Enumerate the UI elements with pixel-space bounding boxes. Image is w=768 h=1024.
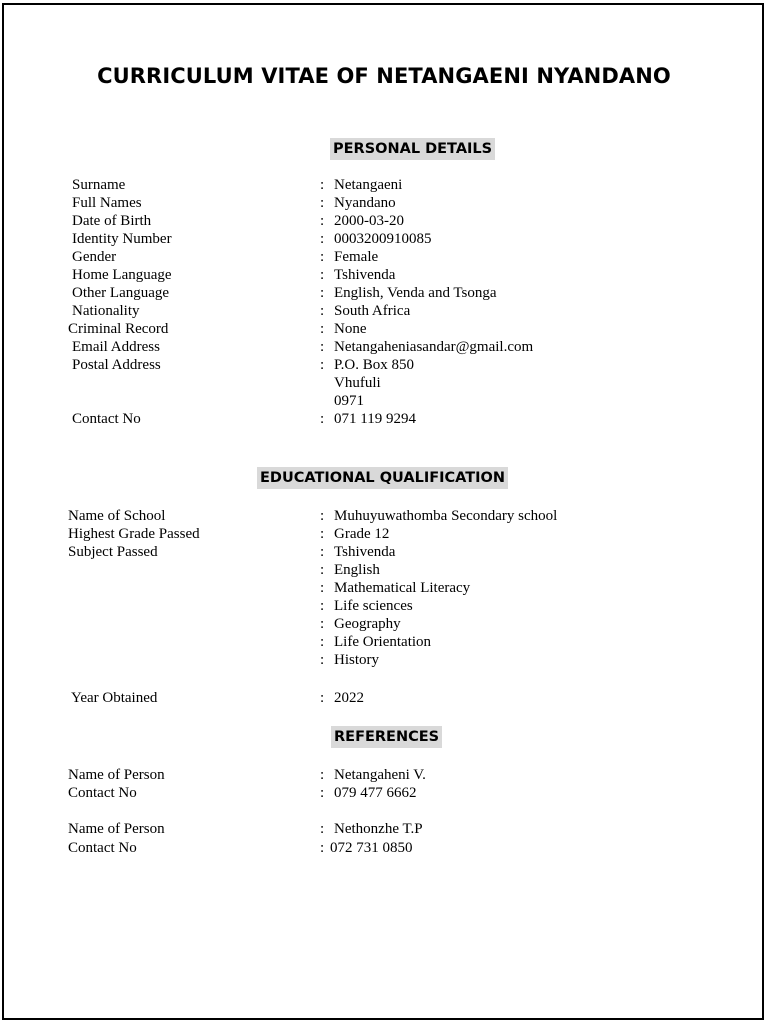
row-colon: :	[320, 195, 325, 211]
row-value: 2022	[334, 690, 364, 706]
row-label: Year Obtained	[71, 690, 158, 706]
row-label: Surname	[72, 177, 126, 193]
row-value: 2000-03-20	[334, 213, 404, 229]
row-value: Female	[334, 249, 379, 265]
row-value: Life sciences	[334, 598, 413, 614]
row-value: 0971	[334, 393, 364, 409]
row-colon: :	[320, 321, 325, 337]
row-value: P.O. Box 850	[334, 357, 415, 373]
row-value: 072 731 0850	[330, 840, 413, 856]
row-value: 0003200910085	[334, 231, 432, 247]
row-label: Nationality	[72, 303, 140, 319]
row-label: Name of Person	[68, 821, 165, 837]
row-colon: :	[320, 598, 325, 614]
row-value: 071 119 9294	[334, 411, 416, 427]
row-label: Name of School	[68, 508, 166, 524]
row-label: Subject Passed	[68, 544, 158, 560]
row-value: Netangaheniasandar@gmail.com	[334, 339, 534, 355]
row-colon: :	[320, 616, 325, 632]
row-colon: :	[320, 544, 325, 560]
row-label: Highest Grade Passed	[68, 526, 200, 542]
row-colon: :	[320, 785, 325, 801]
row-value: South Africa	[334, 303, 411, 319]
row-value: Nethonzhe T.P	[334, 821, 423, 837]
row-value: Geography	[334, 616, 401, 632]
row-label: Gender	[72, 249, 117, 265]
row-value: Grade 12	[334, 526, 390, 542]
row-colon: :	[320, 285, 325, 301]
row-colon: :	[320, 690, 325, 706]
row-colon: :	[320, 357, 325, 373]
row-colon: :	[320, 840, 325, 856]
row-label: Contact No	[68, 785, 137, 801]
row-label: Home Language	[72, 267, 172, 283]
row-colon: :	[320, 767, 325, 783]
row-colon: :	[320, 821, 325, 837]
row-colon: :	[320, 634, 325, 650]
row-value: Mathematical Literacy	[334, 580, 471, 596]
row-label: Other Language	[72, 285, 170, 301]
row-colon: :	[320, 411, 325, 427]
row-value: Life Orientation	[334, 634, 432, 650]
row-value: Netangaeni	[334, 177, 403, 193]
row-label: Postal Address	[72, 357, 161, 373]
row-colon: :	[320, 267, 325, 283]
row-label: Contact No	[72, 411, 141, 427]
row-colon: :	[320, 339, 325, 355]
page-title: CURRICULUM VITAE OF NETANGAENI NYANDANO	[97, 64, 671, 88]
row-label: Email Address	[72, 339, 160, 355]
row-colon: :	[320, 249, 325, 265]
row-value: 079 477 6662	[334, 785, 417, 801]
row-colon: :	[320, 562, 325, 578]
row-label: Identity Number	[72, 231, 172, 247]
row-value: Tshivenda	[334, 267, 396, 283]
row-value: Muhuyuwathomba Secondary school	[334, 508, 558, 524]
section-heading-personal-details: PERSONAL DETAILS	[330, 138, 495, 160]
row-colon: :	[320, 231, 325, 247]
row-colon: :	[320, 652, 325, 668]
row-value: English	[334, 562, 380, 578]
row-value: History	[334, 652, 379, 668]
row-value: Nyandano	[334, 195, 396, 211]
row-colon: :	[320, 508, 325, 524]
row-label: Contact No	[68, 840, 137, 856]
row-label: Full Names	[72, 195, 142, 211]
row-colon: :	[320, 526, 325, 542]
row-colon: :	[320, 580, 325, 596]
row-value: English, Venda and Tsonga	[334, 285, 497, 301]
row-value: Tshivenda	[334, 544, 396, 560]
row-colon: :	[320, 177, 325, 193]
row-label: Name of Person	[68, 767, 165, 783]
row-value: None	[334, 321, 367, 337]
row-colon: :	[320, 303, 325, 319]
row-value: Netangaheni V.	[334, 767, 426, 783]
row-colon: :	[320, 213, 325, 229]
row-label: Criminal Record	[68, 321, 169, 337]
section-heading-references: REFERENCES	[331, 726, 442, 748]
row-label: Date of Birth	[72, 213, 152, 229]
section-heading-educational-qualification: EDUCATIONAL QUALIFICATION	[257, 467, 508, 489]
row-value: Vhufuli	[334, 375, 381, 391]
